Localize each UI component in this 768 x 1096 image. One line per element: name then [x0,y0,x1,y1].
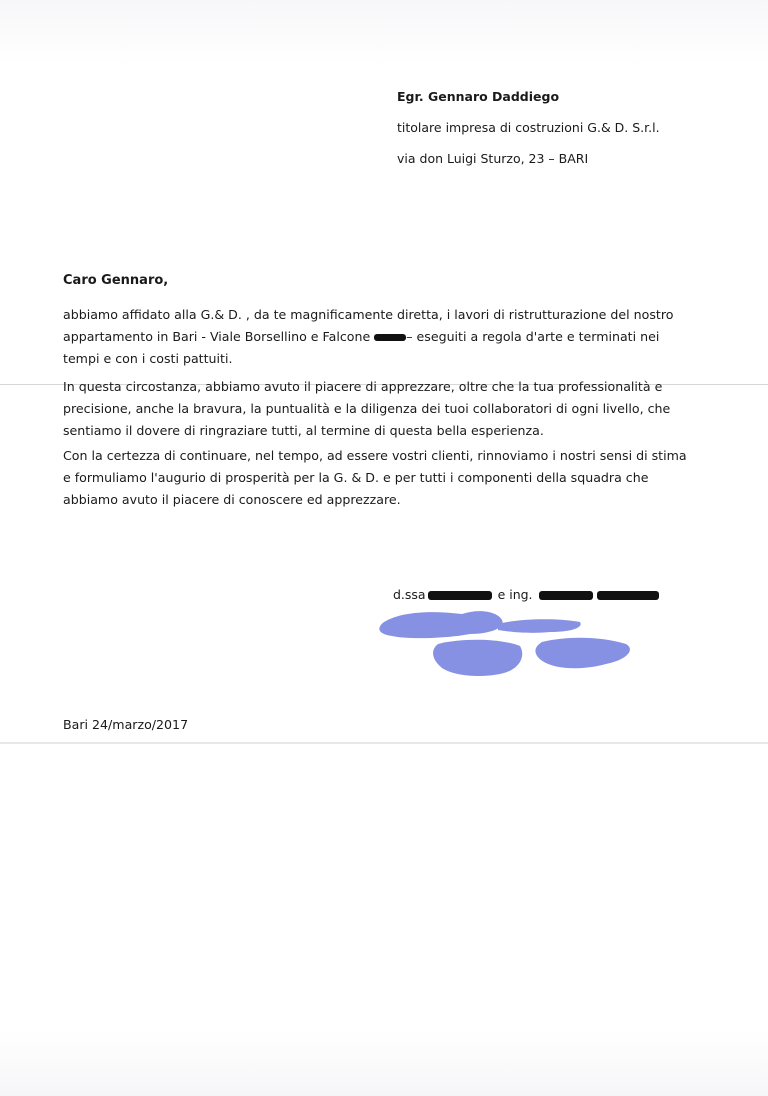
signature-prefix: d.ssa [393,587,426,602]
redaction-mark [374,334,406,341]
paper-fold-line [0,742,768,744]
paragraph-3 [63,445,705,511]
signature-middle: e ing. [493,587,537,602]
addressee-address: via don Luigi Sturzo, 23 – BARI [397,151,589,166]
signature-scribble [370,600,650,690]
salutation: Caro Gennaro, [63,273,169,288]
paragraph-text: – eseguiti a regola d'arte e terminati nei [406,329,660,344]
paragraph-line: In questa circostanza, abbiamo avuto il piacere di apprezzare, oltre che la tua professionalità e [63,379,663,394]
paragraph-line: Con la certezza di continuare, nel tempo, ad essere vostri clienti, rinnoviamo i nostri sensi di stima [63,448,687,463]
redaction-mark [428,591,492,600]
paragraph-line: precisione, anche la bravura, la puntualità e la diligenza dei tuoi collaboratori di ogni livello, che [63,401,671,416]
redaction-mark [597,591,659,600]
addressee-name: Egr. Gennaro Daddiego [397,89,560,104]
letter-date: Bari 24/marzo/2017 [63,717,189,732]
paragraph-1 [63,304,705,370]
paragraph-line [63,326,705,348]
paragraph-text: appartamento in Bari - Viale Borsellino e Falcone [63,329,375,344]
paragraph-line: abbiamo affidato alla G.& D. , da te magnificamente diretta, i lavori di ristrutturazione del nostro [63,307,674,322]
paragraph-line: abbiamo avuto il piacere di conoscere ed apprezzare. [63,492,401,507]
paragraph-2 [63,376,705,442]
paragraph-line: tempi e con i costi pattuiti. [63,351,233,366]
redaction-mark [539,591,593,600]
addressee-title: titolare impresa di costruzioni G.& D. S.r.l. [397,120,660,135]
paragraph-line: e formuliamo l'augurio di prosperità per la G. & D. e per tutti i componenti della squadra che [63,470,649,485]
paragraph-line: sentiamo il dovere di ringraziare tutti, al termine di questa bella esperienza. [63,423,544,438]
